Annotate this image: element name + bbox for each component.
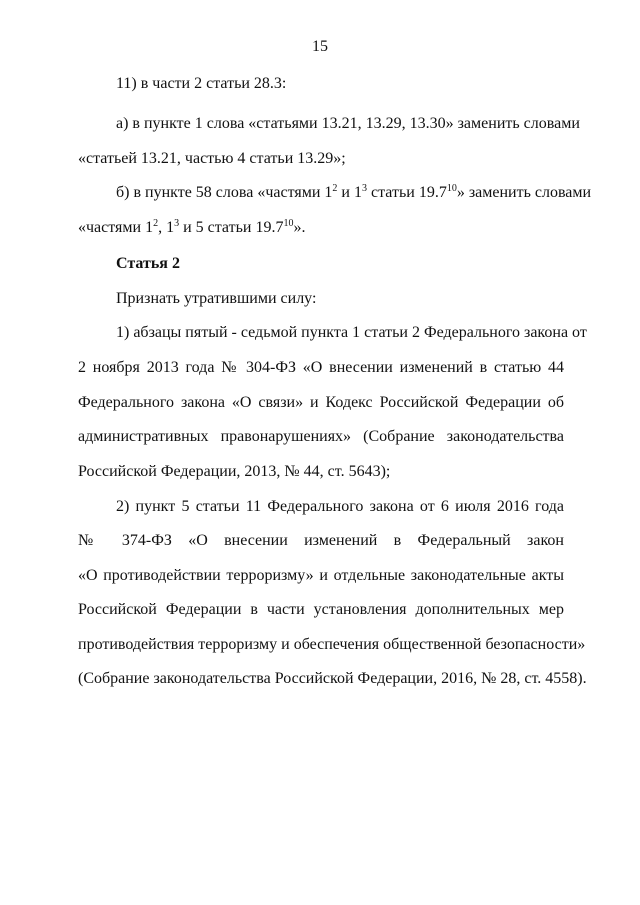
article-2-item-2-line-3: «О противодействии терроризму» и отдельные законодательные акты — [78, 567, 564, 584]
article-2-item-2-line-4: Российской Федерации в части установления дополнительных мер — [78, 601, 564, 618]
article-2-title: Статья 2 — [116, 255, 180, 272]
article-2-item-1-line-1: 1) абзацы пятый - седьмой пункта 1 статьи 2 Федерального закона от — [116, 324, 587, 341]
article-2-item-1-line-5: Российской Федерации, 2013, № 44, ст. 5643); — [78, 463, 391, 480]
article-2-item-2-line-1: 2) пункт 5 статьи 11 Федерального закона от 6 июля 2016 года — [116, 498, 564, 515]
article-2-item-1-line-4: административных правонарушениях» (Собрание законодательства — [78, 428, 564, 445]
item-11-a-line-2: «статьей 13.21, частью 4 статьи 13.29»; — [78, 150, 346, 167]
page-number: 15 — [312, 38, 328, 55]
article-2-item-1-line-3: Федерального закона «О связи» и Кодекс Российской Федерации об — [78, 394, 564, 411]
item-11-b-line-2: «частями $1^2$, $1^3$ и 5 статьи 19.7$^{10}$». — [78, 218, 306, 236]
article-2-intro: Признать утратившими силу: — [116, 290, 317, 307]
article-2-item-1-line-2: 2 ноября 2013 года № 304-ФЗ «О внесении изменений в статью 44 — [78, 359, 564, 376]
article-2-item-2-line-5: противодействия терроризму и обеспечения общественной безопасности» — [78, 636, 586, 653]
article-2-item-2-line-2: № 374-ФЗ «О внесении изменений в Федеральный закон — [78, 532, 564, 549]
item-11-heading: 11) в части 2 статьи 28.3: — [116, 75, 287, 92]
item-11-b-line-1: б) в пункте 58 слова «частями $1^2$ и $1^3$ статьи 19.7$^{10}$» заменить словами — [116, 183, 592, 201]
article-2-item-2-line-6: (Собрание законодательства Российской Федерации, 2016, № 28, ст. 4558). — [78, 670, 587, 687]
item-11-a-line-1: а) в пункте 1 слова «статьями 13.21, 13.29, 13.30» заменить словами — [116, 115, 580, 132]
